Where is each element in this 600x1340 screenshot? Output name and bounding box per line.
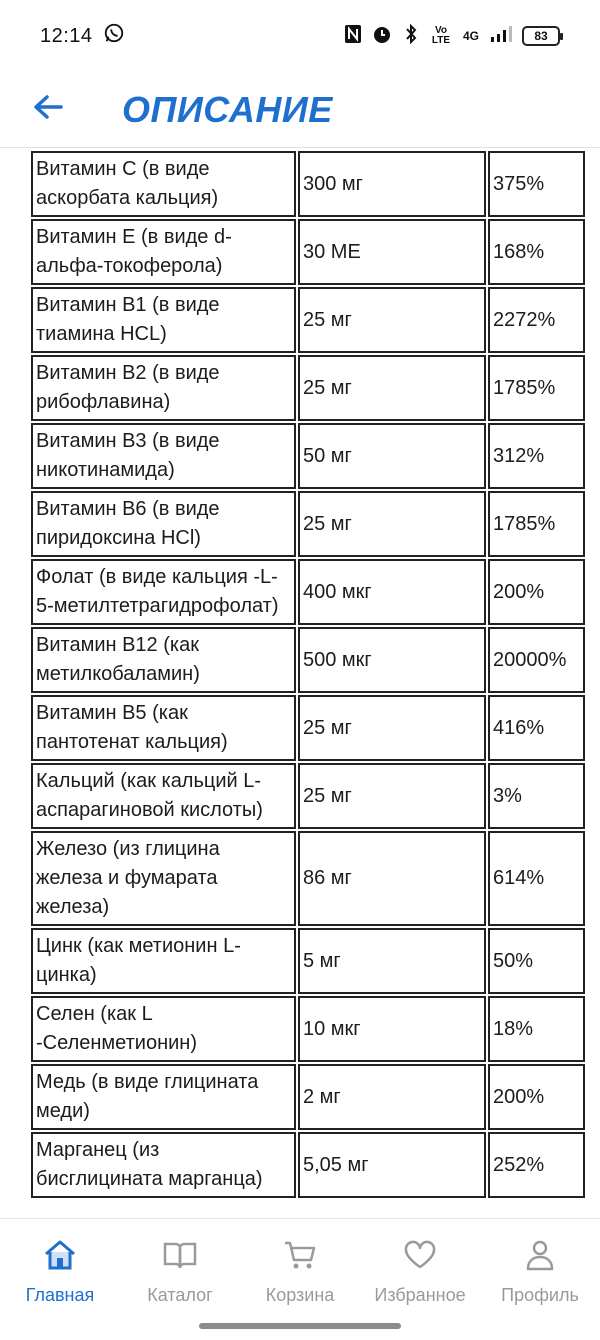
nutrient-name-cell: Кальций (как кальций L-аспарагиновой кислоты) (31, 763, 296, 829)
amount-cell: 50 мг (298, 423, 486, 489)
nutrition-table (29, 149, 587, 1200)
amount-cell: 25 мг (298, 491, 486, 557)
nutrient-name-cell: Витамин E (в виде d-альфа-токоферола) (31, 219, 296, 285)
table-row (31, 355, 585, 421)
daily-value-cell: 416% (488, 695, 585, 761)
table-row (31, 1132, 585, 1198)
nutrient-name-cell: Марганец (из бисглицината марганца) (31, 1132, 296, 1198)
alarm-icon (372, 24, 392, 49)
daily-value-cell: 200% (488, 559, 585, 625)
amount-cell: 25 мг (298, 695, 486, 761)
daily-value-cell: 252% (488, 1132, 585, 1198)
signal-icon (490, 25, 512, 48)
bottom-nav (0, 1218, 600, 1340)
nav-label-favorites: Избранное (374, 1285, 466, 1305)
daily-value-cell: 20000% (488, 627, 585, 693)
status-time: 12:14 (40, 24, 93, 47)
daily-value-cell: 1785% (488, 491, 585, 557)
amount-cell: 2 мг (298, 1064, 486, 1130)
daily-value-cell: 312% (488, 423, 585, 489)
arrow-left-icon (33, 94, 63, 125)
table-row (31, 996, 585, 1062)
app-header (0, 72, 600, 148)
table-row (31, 1064, 585, 1130)
table-row (31, 219, 585, 285)
nutrient-name-cell: Витамин B6 (в виде пиридоксина HCl) (31, 491, 296, 557)
amount-cell: 30 МЕ (298, 219, 486, 285)
nav-label-cart: Корзина (265, 1285, 335, 1305)
nav-label-home: Главная (25, 1285, 95, 1305)
nutrient-name-cell: Цинк (как метионин L-цинка) (31, 928, 296, 994)
nutrient-name-cell: Витамин B1 (в виде тиамина HCL) (31, 287, 296, 353)
table-row (31, 423, 585, 489)
nutrient-name-cell: Фолат (в виде кальция -L-5-метилтетрагидрофолат) (31, 559, 296, 625)
amount-cell: 25 мг (298, 763, 486, 829)
amount-cell: 10 мкг (298, 996, 486, 1062)
daily-value-cell: 3% (488, 763, 585, 829)
amount-cell: 5 мг (298, 928, 486, 994)
nav-item-home[interactable] (0, 1219, 120, 1340)
description-content[interactable] (0, 149, 600, 1218)
table-row (31, 831, 585, 926)
page-title: ОПИСАНИЕ (122, 88, 333, 130)
network-label: 4G (462, 29, 479, 43)
nav-item-favorites[interactable] (360, 1219, 480, 1340)
status-bar (0, 0, 600, 72)
home-icon (42, 1237, 78, 1273)
amount-cell: 400 мкг (298, 559, 486, 625)
amount-cell: 86 мг (298, 831, 486, 926)
daily-value-cell: 18% (488, 996, 585, 1062)
amount-cell: 5,05 мг (298, 1132, 486, 1198)
amount-cell: 300 мг (298, 151, 486, 217)
book-icon (162, 1237, 198, 1273)
table-row (31, 559, 585, 625)
table-row (31, 763, 585, 829)
cart-icon (282, 1237, 318, 1273)
table-row (31, 491, 585, 557)
table-row (31, 287, 585, 353)
nutrient-name-cell: Селен (как L -Селенметионин) (31, 996, 296, 1062)
user-icon (522, 1237, 558, 1273)
table-row (31, 627, 585, 693)
nav-item-cart[interactable] (240, 1219, 360, 1340)
table-row (31, 928, 585, 994)
daily-value-cell: 200% (488, 1064, 585, 1130)
daily-value-cell: 2272% (488, 287, 585, 353)
heart-icon (402, 1237, 438, 1273)
whatsapp-icon (103, 22, 125, 50)
battery-indicator: 83 (522, 26, 560, 46)
nutrient-name-cell: Медь (в виде глицината меди) (31, 1064, 296, 1130)
volte-label: Vo LTE (431, 25, 451, 46)
nutrient-name-cell: Витамин B3 (в виде никотинамида) (31, 423, 296, 489)
table-row (31, 151, 585, 217)
amount-cell: 25 мг (298, 287, 486, 353)
table-row (31, 695, 585, 761)
daily-value-cell: 168% (488, 219, 585, 285)
nutrient-name-cell: Витамин C (в виде аскорбата кальция) (31, 151, 296, 217)
home-indicator[interactable] (199, 1323, 401, 1329)
daily-value-cell: 1785% (488, 355, 585, 421)
bluetooth-icon (402, 24, 420, 49)
nav-item-profile[interactable] (480, 1219, 600, 1340)
amount-cell: 25 мг (298, 355, 486, 421)
daily-value-cell: 50% (488, 928, 585, 994)
nutrient-name-cell: Железо (из глицина железа и фумарата железа) (31, 831, 296, 926)
daily-value-cell: 614% (488, 831, 585, 926)
amount-cell: 500 мкг (298, 627, 486, 693)
nutrient-name-cell: Витамин B2 (в виде рибофлавина) (31, 355, 296, 421)
back-button[interactable] (18, 80, 78, 140)
nutrient-name-cell: Витамин B12 (как метилкобаламин) (31, 627, 296, 693)
daily-value-cell: 375% (488, 151, 585, 217)
nav-item-catalog[interactable] (120, 1219, 240, 1340)
nav-label-profile: Профиль (501, 1285, 579, 1305)
nav-label-catalog: Каталог (147, 1285, 213, 1305)
nutrient-name-cell: Витамин B5 (как пантотенат кальция) (31, 695, 296, 761)
nfc-icon (344, 24, 362, 49)
